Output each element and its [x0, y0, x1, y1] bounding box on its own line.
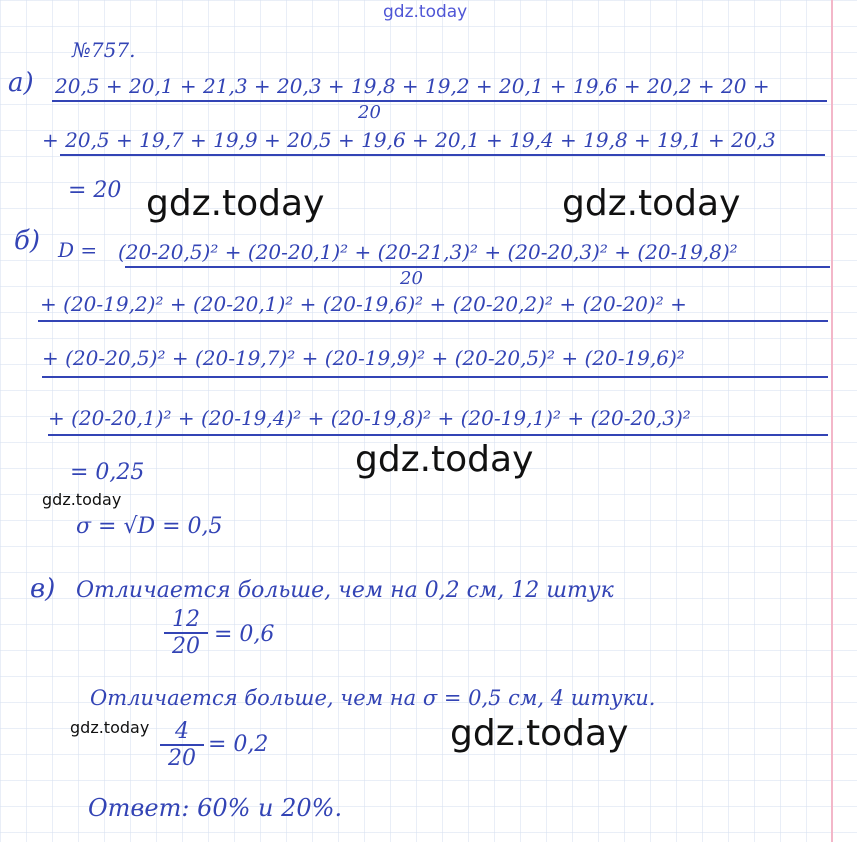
- part-b-line1: (20-20,5)² + (20-20,1)² + (20-21,3)² + (20-20,3)² + (20-19,8)²: [118, 240, 738, 264]
- part-a-label: а): [8, 68, 34, 98]
- part-v-fraction-1-numerator: 12: [164, 608, 208, 634]
- watermark-small-2: gdz.today: [70, 718, 150, 737]
- part-b-denominator: 20: [400, 268, 423, 289]
- part-v-answer: Ответ: 60% и 20%.: [88, 794, 343, 822]
- part-v-fraction-1: [164, 608, 208, 661]
- part-b-sigma: σ = √D = 0,5: [76, 514, 223, 539]
- part-b-underline-2: [38, 320, 828, 322]
- part-v-fraction-2-numerator: 4: [160, 720, 204, 746]
- part-v-fraction-2-result: = 0,2: [208, 732, 269, 757]
- watermark-big-4: gdz.today: [450, 713, 629, 754]
- part-a-fraction-bar: [52, 100, 827, 102]
- part-b-underline-4: [48, 434, 828, 436]
- part-v-label: в): [30, 574, 56, 604]
- part-a-result: = 20: [68, 178, 122, 203]
- problem-number: №757.: [72, 38, 136, 62]
- part-v-fraction-2-denominator: 20: [168, 746, 196, 772]
- part-a-numerator-line2: + 20,5 + 19,7 + 19,9 + 20,5 + 19,6 + 20,1 + 19,4 + 19,8 + 19,1 + 20,3: [42, 128, 776, 152]
- part-a-numerator-line1: 20,5 + 20,1 + 21,3 + 20,3 + 19,8 + 19,2 + 20,1 + 19,6 + 20,2 + 20 +: [55, 74, 770, 98]
- part-a-underline: [60, 154, 825, 156]
- part-b-line3: + (20-20,5)² + (20-19,7)² + (20-19,9)² + (20-20,5)² + (20-19,6)²: [42, 346, 685, 370]
- part-b-d-symbol: D =: [58, 238, 98, 262]
- part-b-line4: + (20-20,1)² + (20-19,4)² + (20-19,8)² + (20-19,1)² + (20-20,3)²: [48, 406, 691, 430]
- watermark-big-2: gdz.today: [562, 183, 741, 224]
- watermark-big-3: gdz.today: [355, 439, 534, 480]
- part-v-line2: Отличается больше, чем на σ = 0,5 см, 4 штуки.: [90, 686, 656, 710]
- part-a-denominator: 20: [358, 102, 381, 123]
- watermark-top: gdz.today: [383, 2, 468, 22]
- part-b-line2: + (20-19,2)² + (20-20,1)² + (20-19,6)² + (20-20,2)² + (20-20)² +: [40, 292, 687, 316]
- part-b-label: б): [14, 226, 41, 256]
- part-b-underline-3: [42, 376, 828, 378]
- notebook-margin-line: [831, 0, 833, 842]
- watermark-big-1: gdz.today: [146, 183, 325, 224]
- part-v-fraction-2: [160, 720, 204, 773]
- part-v-fraction-1-result: = 0,6: [214, 622, 275, 647]
- part-v-fraction-1-denominator: 20: [172, 634, 200, 660]
- part-v-line1: Отличается больше, чем на 0,2 см, 12 штук: [76, 578, 614, 603]
- watermark-small-1: gdz.today: [42, 490, 122, 509]
- part-b-result: = 0,25: [70, 460, 145, 485]
- part-b-fraction-bar: [125, 266, 830, 268]
